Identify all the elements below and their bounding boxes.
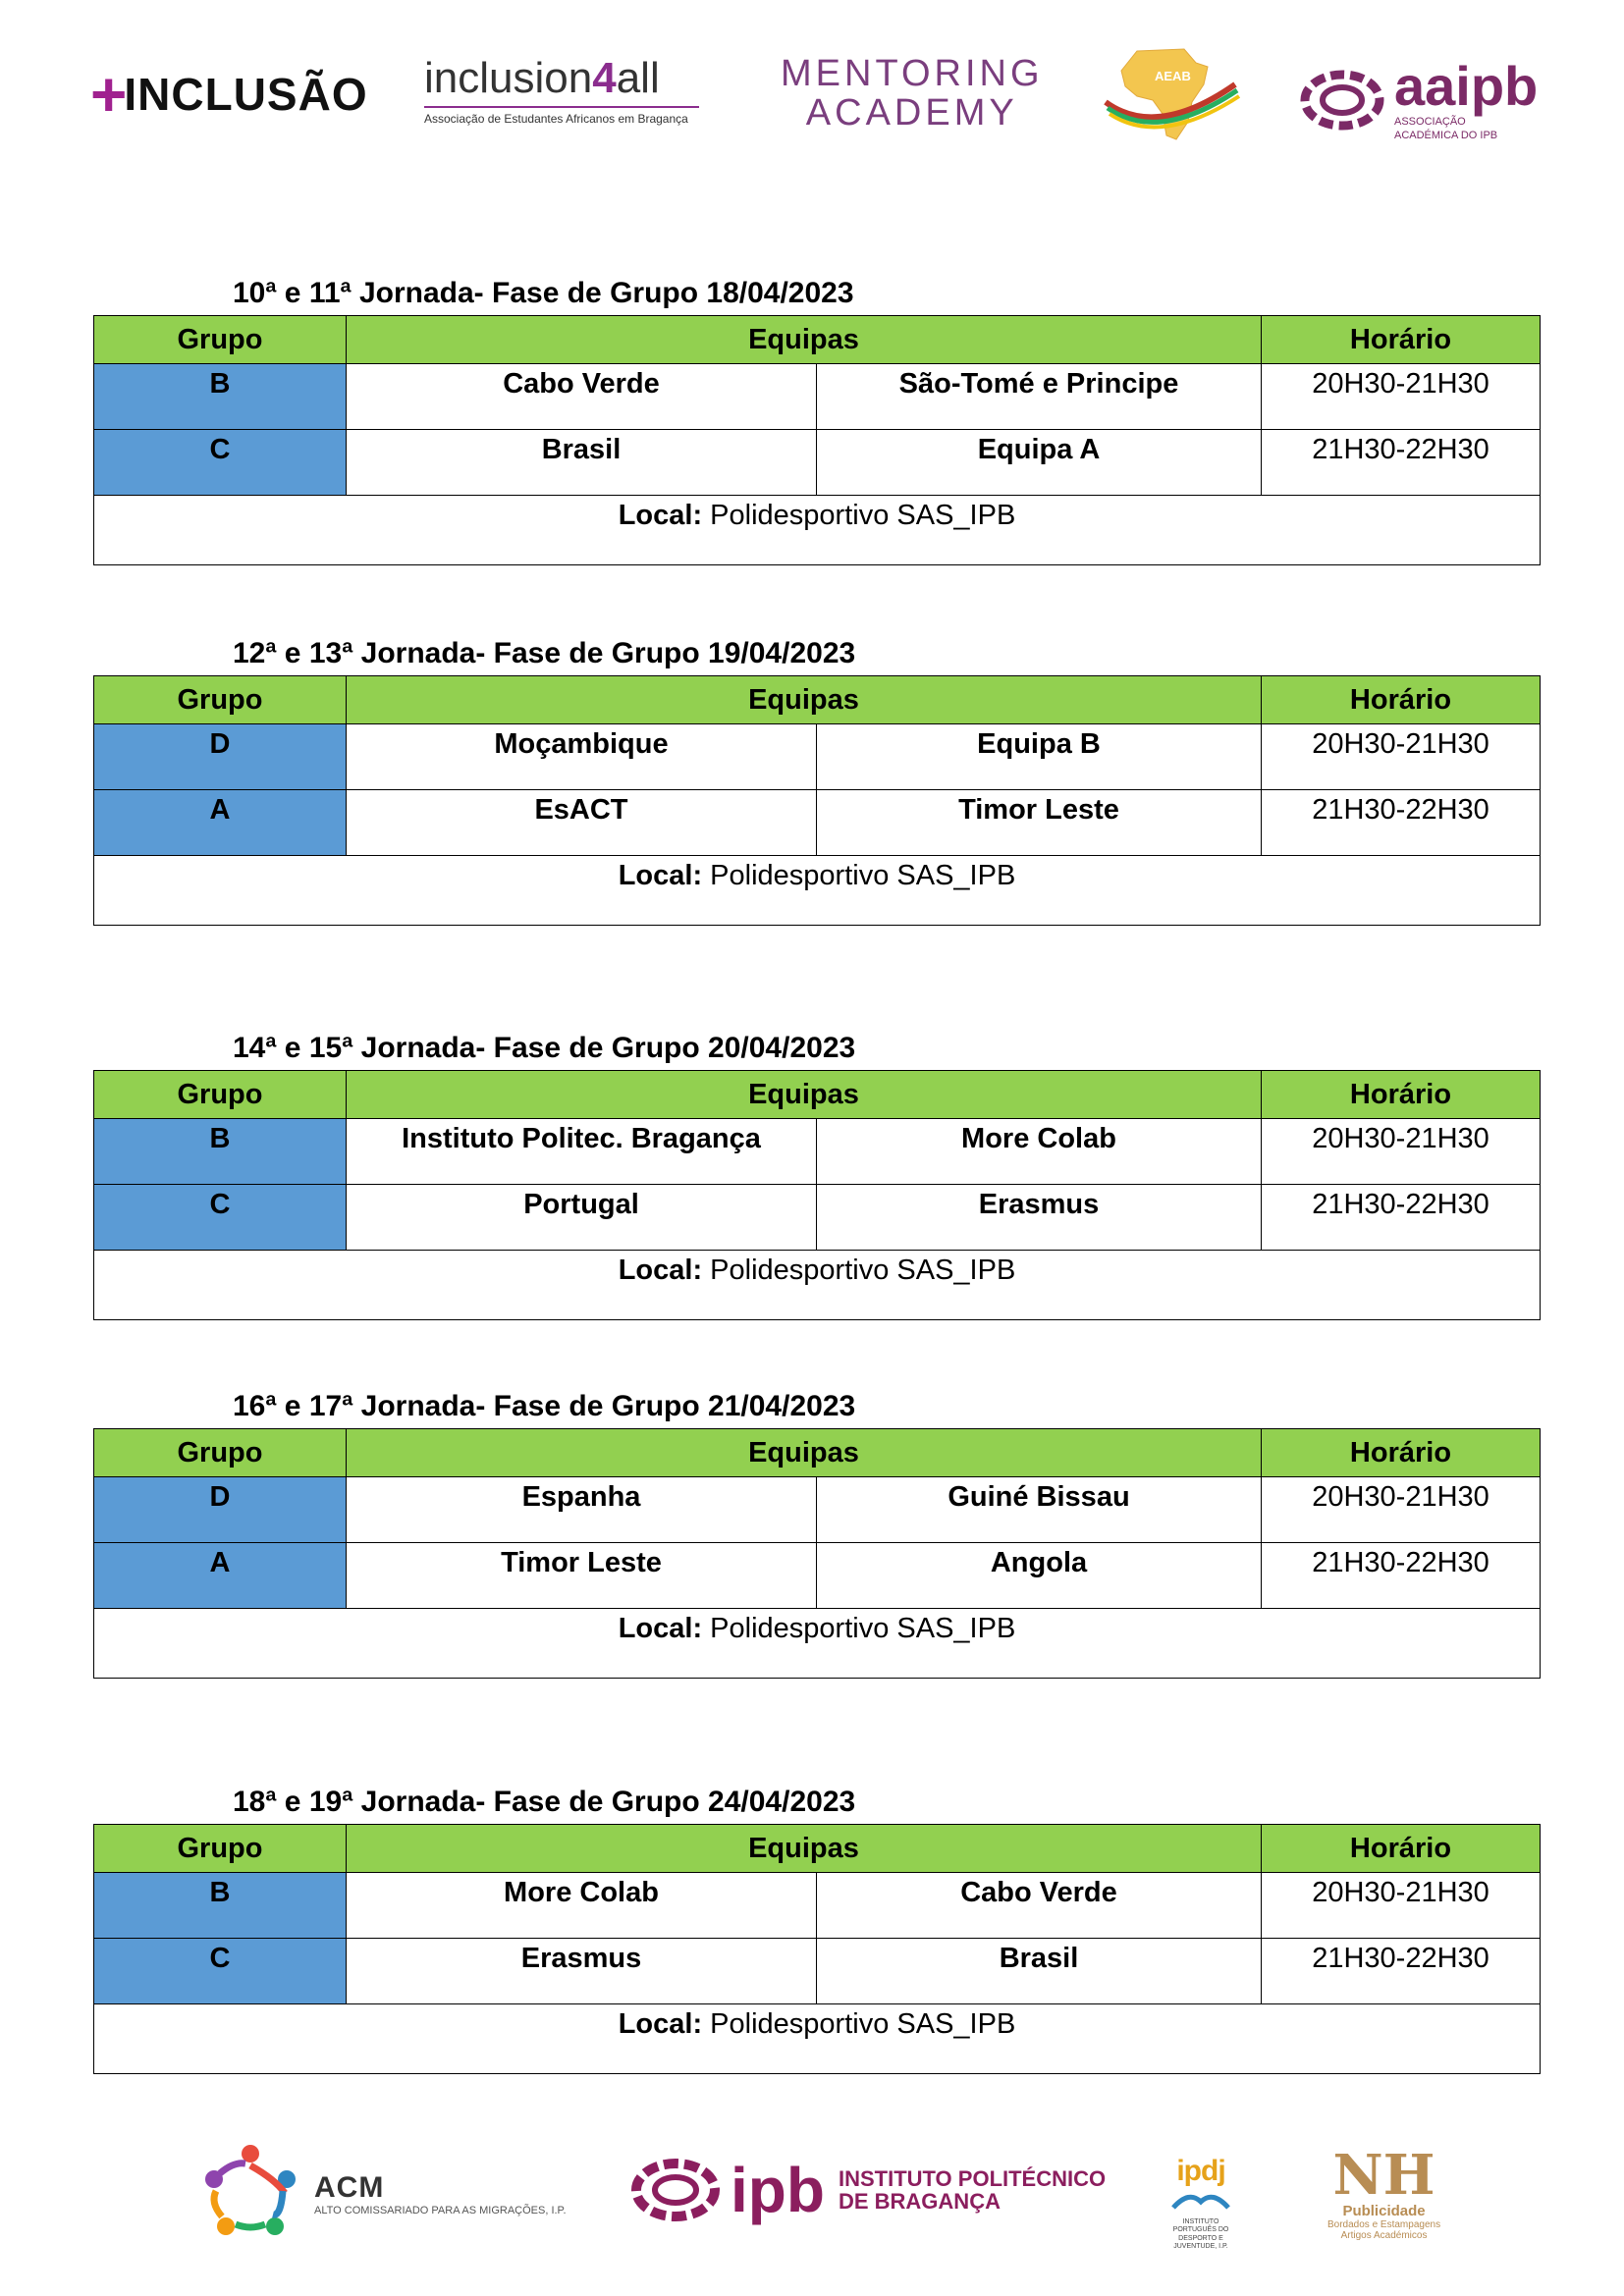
header-horario: Horário (1262, 676, 1541, 724)
ipdj-figures-icon (1169, 2188, 1232, 2214)
local-label: Local: (618, 1613, 703, 1644)
table-row (94, 1119, 1541, 1185)
time-cell: 21H30-22H30 (1262, 790, 1541, 856)
acm-text: ACM (314, 2171, 385, 2204)
team1-cell: Erasmus (347, 1939, 817, 2004)
ipb-swirl-icon (628, 2155, 723, 2225)
header-grupo: Grupo (94, 1071, 347, 1119)
time-cell: 21H30-22H30 (1262, 430, 1541, 496)
header-grupo: Grupo (94, 676, 347, 724)
table-row (94, 1873, 1541, 1939)
team2-cell: Equipa B (817, 724, 1262, 790)
inclusion4all-logo (424, 54, 699, 126)
aaipb-swirl-icon (1298, 66, 1386, 134)
team2-cell: Erasmus (817, 1185, 1262, 1251)
team2-cell: Angola (817, 1543, 1262, 1609)
inclusion4all-left: inclusion (424, 54, 593, 102)
table-header-row (94, 316, 1541, 364)
ipdj-word: ipdj (1176, 2155, 1225, 2187)
local-label: Local: (618, 500, 703, 531)
table-header-row (94, 1071, 1541, 1119)
schedule-block (93, 1786, 1540, 2074)
table-row (94, 790, 1541, 856)
group-cell: D (94, 1477, 347, 1543)
group-cell: B (94, 364, 347, 430)
group-cell: C (94, 430, 347, 496)
team1-cell: Espanha (347, 1477, 817, 1543)
local-label: Local: (618, 860, 703, 891)
team2-cell: São-Tomé e Principe (817, 364, 1262, 430)
plus-icon: + (90, 59, 129, 130)
inclusao-logo-text: INCLUSÃO (124, 69, 368, 120)
schedule-table (93, 1070, 1541, 1320)
africa-map-icon (1098, 45, 1245, 143)
aaipb-word: aaipb (1394, 55, 1539, 117)
header-equipas: Equipas (347, 1429, 1262, 1477)
time-cell: 20H30-21H30 (1262, 1477, 1541, 1543)
team2-cell: Brasil (817, 1939, 1262, 2004)
team1-cell: Timor Leste (347, 1543, 817, 1609)
team1-cell: Instituto Politec. Bragança (347, 1119, 817, 1185)
time-cell: 21H30-22H30 (1262, 1185, 1541, 1251)
team1-cell: Portugal (347, 1185, 817, 1251)
aaipb-sub2: ACADÉMICA DO IPB (1394, 130, 1498, 142)
schedule-block (93, 637, 1540, 926)
local-value: Polidesportivo SAS_IPB (710, 860, 1016, 891)
team1-cell: Moçambique (347, 724, 817, 790)
table-row (94, 430, 1541, 496)
schedule-block (93, 1390, 1540, 1679)
local-cell (94, 496, 1541, 565)
header-grupo: Grupo (94, 1825, 347, 1873)
local-cell (94, 856, 1541, 926)
group-cell: C (94, 1185, 347, 1251)
table-row (94, 724, 1541, 790)
ipb-name-line1: INSTITUTO POLITÉCNICO (838, 2165, 1107, 2191)
time-cell: 20H30-21H30 (1262, 1873, 1541, 1939)
local-row (94, 496, 1541, 565)
local-row (94, 1609, 1541, 1679)
mentoring-line2: ACADEMY (805, 91, 1018, 133)
inclusion4all-subtitle: Associação de Estudantes Africanos em Bragança (424, 106, 699, 126)
header-equipas: Equipas (347, 316, 1262, 364)
nh-sub2: Artigos Académicos (1340, 2230, 1428, 2241)
nh-publicidade: Publicidade (1342, 2203, 1426, 2219)
local-value: Polidesportivo SAS_IPB (710, 1255, 1016, 1286)
time-cell: 20H30-21H30 (1262, 364, 1541, 430)
table-header-row (94, 1429, 1541, 1477)
table-row (94, 1543, 1541, 1609)
acm-subtitle: ALTO COMISSARIADO PARA AS MIGRAÇÕES, I.P. (314, 2205, 567, 2216)
schedule-table (93, 1428, 1541, 1679)
inclusao-logo (90, 59, 368, 130)
aaipb-logo (1298, 55, 1539, 142)
inclusion4all-right: all (616, 54, 660, 102)
block-title: 18ª e 19ª Jornada- Fase de Grupo 24/04/2023 (233, 1786, 856, 1818)
local-cell (94, 1609, 1541, 1679)
local-value: Polidesportivo SAS_IPB (710, 1613, 1016, 1644)
local-value: Polidesportivo SAS_IPB (710, 2008, 1016, 2040)
ipb-logo (628, 2155, 1106, 2225)
local-label: Local: (618, 1255, 703, 1286)
table-row (94, 364, 1541, 430)
team2-cell: Guiné Bissau (817, 1477, 1262, 1543)
local-cell (94, 1251, 1541, 1320)
team2-cell: Cabo Verde (817, 1873, 1262, 1939)
team1-cell: Brasil (347, 430, 817, 496)
mentoring-line1: MENTORING (781, 53, 1044, 94)
schedule-table (93, 315, 1541, 565)
team1-cell: EsACT (347, 790, 817, 856)
group-cell: A (94, 1543, 347, 1609)
header-grupo: Grupo (94, 316, 347, 364)
header-equipas: Equipas (347, 1071, 1262, 1119)
table-row (94, 1477, 1541, 1543)
header-equipas: Equipas (347, 676, 1262, 724)
aaipb-sub1: ASSOCIAÇÃO (1394, 116, 1466, 128)
inclusion4all-four: 4 (592, 54, 617, 102)
local-row (94, 1251, 1541, 1320)
team1-cell: More Colab (347, 1873, 817, 1939)
table-header-row (94, 1825, 1541, 1873)
header-equipas: Equipas (347, 1825, 1262, 1873)
aeab-text: AEAB (1155, 69, 1191, 83)
nh-publicidade-logo (1327, 2143, 1441, 2241)
block-title: 10ª e 11ª Jornada- Fase de Grupo 18/04/2023 (233, 277, 854, 309)
table-row (94, 1939, 1541, 2004)
group-cell: D (94, 724, 347, 790)
ipb-name-line2: DE BRAGANÇA (838, 2189, 1001, 2214)
acm-logo (196, 2140, 567, 2248)
local-cell (94, 2004, 1541, 2074)
header-horario: Horário (1262, 1825, 1541, 1873)
ipdj-subtitle: INSTITUTO PORTUGUÊS DO DESPORTO E JUVENTUDE, I.P. (1172, 2218, 1229, 2251)
aeab-logo (1098, 45, 1245, 148)
group-cell: B (94, 1119, 347, 1185)
schedule-block (93, 277, 1540, 565)
local-label: Local: (618, 2008, 703, 2040)
team2-cell: More Colab (817, 1119, 1262, 1185)
block-title: 16ª e 17ª Jornada- Fase de Grupo 21/04/2023 (233, 1390, 856, 1422)
table-header-row (94, 676, 1541, 724)
schedule-block (93, 1032, 1540, 1320)
group-cell: C (94, 1939, 347, 2004)
team1-cell: Cabo Verde (347, 364, 817, 430)
group-cell: B (94, 1873, 347, 1939)
schedule-table (93, 675, 1541, 926)
time-cell: 20H30-21H30 (1262, 724, 1541, 790)
mentoring-academy-logo (781, 55, 1044, 133)
nh-monogram: NH (1332, 2143, 1435, 2208)
block-title: 14ª e 15ª Jornada- Fase de Grupo 20/04/2023 (233, 1032, 856, 1064)
header-horario: Horário (1262, 1429, 1541, 1477)
schedule-table (93, 1824, 1541, 2074)
table-row (94, 1185, 1541, 1251)
acm-people-circle-icon (196, 2140, 304, 2248)
time-cell: 21H30-22H30 (1262, 1939, 1541, 2004)
block-title: 12ª e 13ª Jornada- Fase de Grupo 19/04/2023 (233, 637, 856, 669)
team2-cell: Equipa A (817, 430, 1262, 496)
nh-sub1: Bordados e Estampagens (1327, 2219, 1441, 2230)
header-horario: Horário (1262, 316, 1541, 364)
local-value: Polidesportivo SAS_IPB (710, 500, 1016, 531)
ipb-word: ipb (731, 2155, 825, 2225)
local-row (94, 2004, 1541, 2074)
time-cell: 20H30-21H30 (1262, 1119, 1541, 1185)
time-cell: 21H30-22H30 (1262, 1543, 1541, 1609)
header-grupo: Grupo (94, 1429, 347, 1477)
local-row (94, 856, 1541, 926)
header-horario: Horário (1262, 1071, 1541, 1119)
team2-cell: Timor Leste (817, 790, 1262, 856)
ipdj-logo (1166, 2155, 1235, 2252)
group-cell: A (94, 790, 347, 856)
